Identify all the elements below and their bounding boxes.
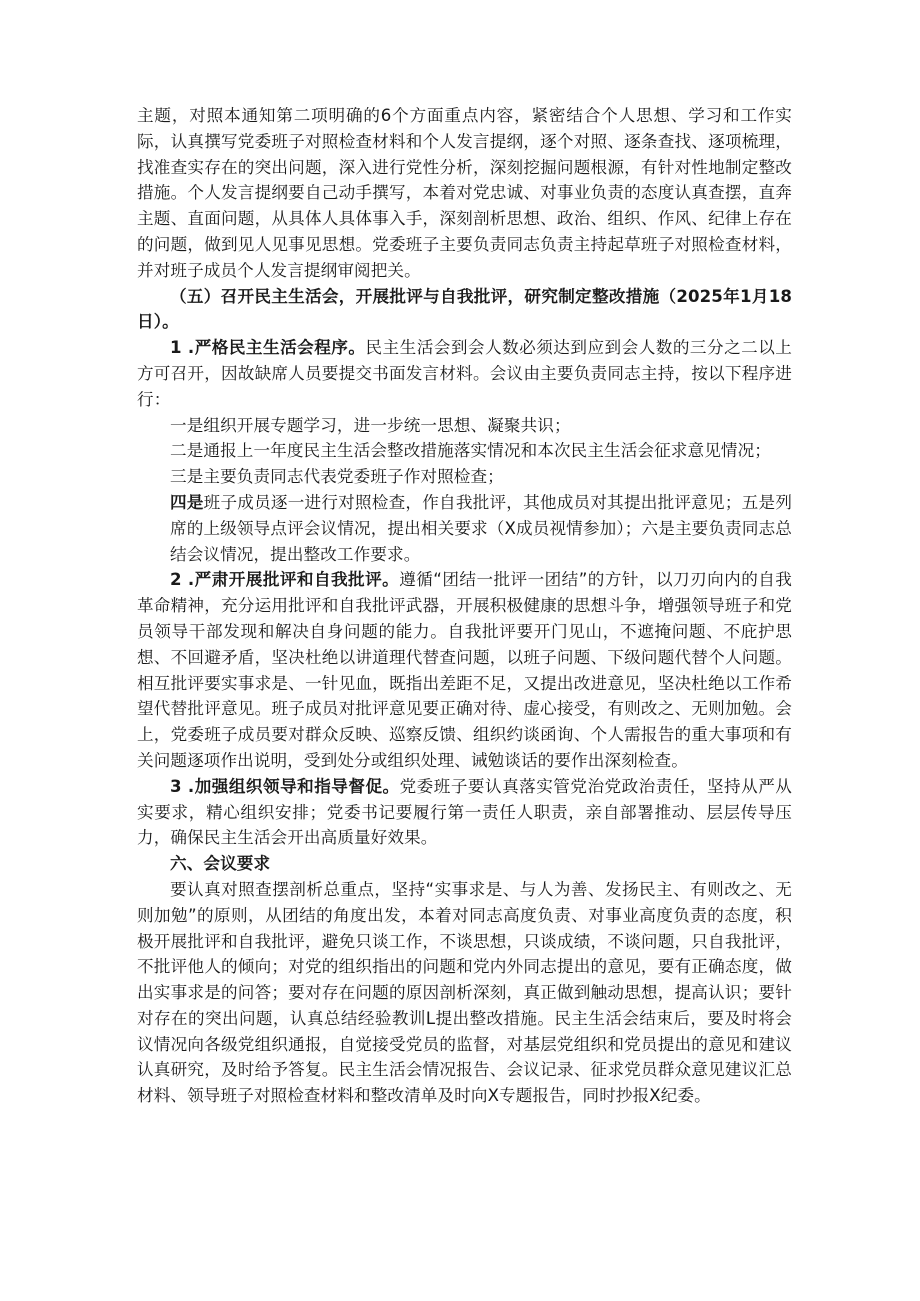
item-1-text: 民主生活会到会人数必须达到应到会人数的三分之二以上方可召开，因故缺席人员要提交书面发言材料。会议由主要负责同志主持，按以下程序进行： bbox=[137, 338, 792, 409]
step-1: 一是组织开展专题学习，进一步统一思想、凝聚共识； bbox=[170, 415, 571, 435]
step-4-label: 四是 bbox=[170, 492, 204, 512]
section-5-heading: （五）召开民主生活会，开展批评与自我批评，研究制定整改措施（2025年1月18日）。 bbox=[137, 286, 792, 332]
step-3: 三是主要负责同志代表党委班子作对照检查； bbox=[170, 467, 504, 487]
item-2-title: 2 .严肃开展批评和自我批评。 bbox=[170, 570, 400, 590]
section-6-heading: 六、会议要求 bbox=[170, 854, 271, 874]
item-2-paragraph bbox=[137, 567, 792, 773]
document-body bbox=[137, 103, 792, 1109]
step-4 bbox=[137, 490, 792, 567]
item-3-paragraph bbox=[137, 774, 792, 851]
item-2-text: 遵循“团结一批评一团结”的方针，以刀刃向内的自我革命精神，充分运用批评和自我批评武器，开展积极健康的思想斗争，增强领导班子和党员领导干部发现和解决自身问题的能力。自我批评要开门见山，不遮掩问题、不庇护思想、不回避矛盾，坚决杜绝以讲道理代替查问题，以班子问题、下级问题代替个人问题。相互批评要实事求是、一针见血，既指出差距不足，又提出改进意见，坚决杜绝以工作希望代替批评意见。班子成员对批评意见要正确对待、虚心接受，有则改之、无则加勉。会上，党委班子成员要对群众反映、巡察反馈、组织约谈函询、个人需报告的重大事项和有关问题逐项作出说明，受到处分或组织处理、诫勉谈话的要作出深刻检查。 bbox=[137, 570, 792, 770]
section-6-paragraph: 要认真对照查摆剖析总重点，坚持“实事求是、与人为善、发扬民主、有则改之、无则加勉”的原则，从团结的角度出发，本着对同志高度负责、对事业高度负责的态度，积极开展批评和自我批评，避免只谈工作，不谈思想，只谈成绩，不谈问题，只自我批评，不批评他人的倾向；对党的组织指出的问题和党内外同志提出的意见，要有正确态度，做出实事求是的问答；要对存在问题的原因剖析深刻，真正做到触动思想，提高认识；要针对存在的突出问题，认真总结经验教训L提出整改措施。民主生活会结束后，要及时将会议情况向各级党组织通报，自觉接受党员的监督，对基层党组织和党员提出的意见和建议认真研究，及时给予答复。民主生活会情况报告、会议记录、征求党员群众意见建议汇总材料、领导班子对照检查材料和整改清单及时向X专题报告，同时抄报X纪委。 bbox=[137, 879, 792, 1106]
paragraph-intro: 主题，对照本通知第二项明确的6个方面重点内容，紧密结合个人思想、学习和工作实际，认真撰写党委班子对照检查材料和个人发言提纲，逐个对照、逐条查找、逐项梳理，找准查实存在的突出问题，深入进行党性分析，深刻挖掘问题根源，有针对性地制定整改措施。个人发言提纲要自己动手撰写，本着对党忠诚、对事业负责的态度认真查摆，直奔主题、直面问题，从具体人具体事入手，深刻剖析思想、政治、组织、作风、纪律上存在的问题，做到见人见事见思想。党委班子主要负责同志负责主持起草班子对照检查材料，并对班子成员个人发言提纲审阅把关。 bbox=[137, 106, 792, 280]
item-3-title: 3 .加强组织领导和指导督促。 bbox=[170, 776, 400, 796]
item-1-paragraph bbox=[137, 335, 792, 412]
item-3-text: 党委班子要认真落实管党治党政治责任，坚持从严从实要求，精心组织安排；党委书记要履行第一责任人职责，亲自部署推动、层层传导压力，确保民主生活会开出高质量好效果。 bbox=[137, 776, 792, 848]
item-1-title: 1 .严格民主生活会程序。 bbox=[170, 338, 366, 358]
step-4-text: 班子成员逐一进行对照检查，作自我批评，其他成员对其提出批评意见；五是列席的上级领导点评会议情况，提出相关要求（X成员视情参加）；六是主要负责同志总结会议情况，提出整改工作要求。 bbox=[170, 492, 793, 564]
step-2: 二是通报上一年度民主生活会整改措施落实情况和本次民主生活会征求意见情况； bbox=[170, 441, 771, 461]
